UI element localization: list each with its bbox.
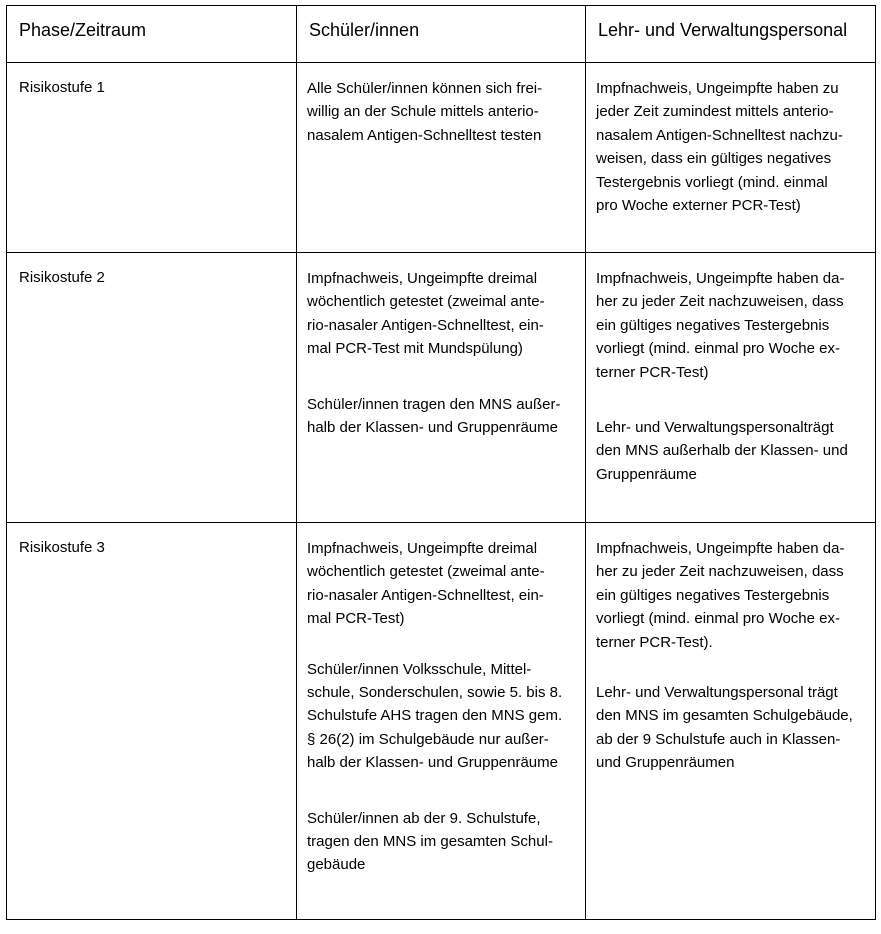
header-staff-label: Lehr- und Verwaltungspersonal [598, 20, 848, 40]
staff-cell [586, 253, 876, 523]
table-row-risikostufe-3 [7, 523, 876, 920]
table-row-risikostufe-1 [7, 63, 876, 253]
header-phase-label: Phase/Zeitraum [19, 20, 147, 40]
header-students-label: Schüler/innen [309, 20, 420, 40]
students-rule-text: Impfnachweis, Ungeimpfte dreimal wöchentlich getestet (zweimal ante- rio-nasaler Antigen-Schnelltest, ein- mal PCR-Test mit Mundspülung) [307, 270, 545, 358]
staff-cell [586, 523, 876, 920]
students-cell [297, 63, 586, 253]
students-rule-text: Impfnachweis, Ungeimpfte dreimal wöchentlich getestet (zweimal ante- rio-nasaler Antigen-Schnelltest, ein- mal PCR-Test) [307, 540, 545, 628]
staff-rule-text: Lehr- und Verwaltungspersonal trägt den MNS im gesamten Schulgebäude, ab der 9 Schulstufe auch in Klassen- und Gruppenräumen [596, 684, 853, 772]
students-cell [297, 253, 586, 523]
header-row [7, 6, 876, 63]
table-row-risikostufe-2 [7, 253, 876, 523]
staff-rule-text: Impfnachweis, Ungeimpfte haben zu jeder Zeit zumindest mittels anterio- nasalem Antigen-Schnelltest nachzu- weisen, dass ein gültiges negatives Testergebnis vorliegt (mind. einmal pro Woche externer PCR-Test) [596, 80, 843, 215]
staff-rule-text: Impfnachweis, Ungeimpfte haben da- her zu jeder Zeit nachzuweisen, dass ein gültiges negatives Testergebnis vorliegt (mind. einmal pro Woche ex- terner PCR-Test) [596, 270, 845, 381]
phase-label: Risikostufe 1 [19, 79, 105, 96]
header-cell-students [297, 6, 586, 63]
staff-rule-text: Impfnachweis, Ungeimpfte haben da- her zu jeder Zeit nachzuweisen, dass ein gültiges negatives Testergebnis vorliegt (mind. einmal pro Woche ex- terner PCR-Test). [596, 540, 845, 651]
staff-rule-text: Lehr- und Verwaltungspersonalträgt den MNS außerhalb der Klassen- und Gruppenräume [596, 419, 848, 483]
measures-table [6, 5, 876, 920]
phase-cell [7, 63, 297, 253]
phase-cell [7, 253, 297, 523]
header-cell-phase [7, 6, 297, 63]
header-cell-staff [586, 6, 876, 63]
phase-label: Risikostufe 2 [19, 269, 105, 286]
students-rule-text: Schüler/innen tragen den MNS außer- halb der Klassen- und Gruppenräume [307, 395, 561, 437]
phase-cell [7, 523, 297, 920]
students-rule-text: Schüler/innen Volksschule, Mittel- schule, Sonderschulen, sowie 5. bis 8. Schulstufe AHS tragen den MNS gem. § 26(2) im Schulgebäude nur außer- halb der Klassen- und Gruppenräume [307, 660, 563, 772]
students-rule-text: Alle Schüler/innen können sich frei- willig an der Schule mittels anterio- nasalem Antigen-Schnelltest testen [307, 80, 543, 144]
students-cell [297, 523, 586, 920]
students-rule-text: Schüler/innen ab der 9. Schulstufe, tragen den MNS im gesamten Schul- gebäude [307, 809, 553, 874]
phase-label: Risikostufe 3 [19, 539, 105, 556]
staff-cell [586, 63, 876, 253]
